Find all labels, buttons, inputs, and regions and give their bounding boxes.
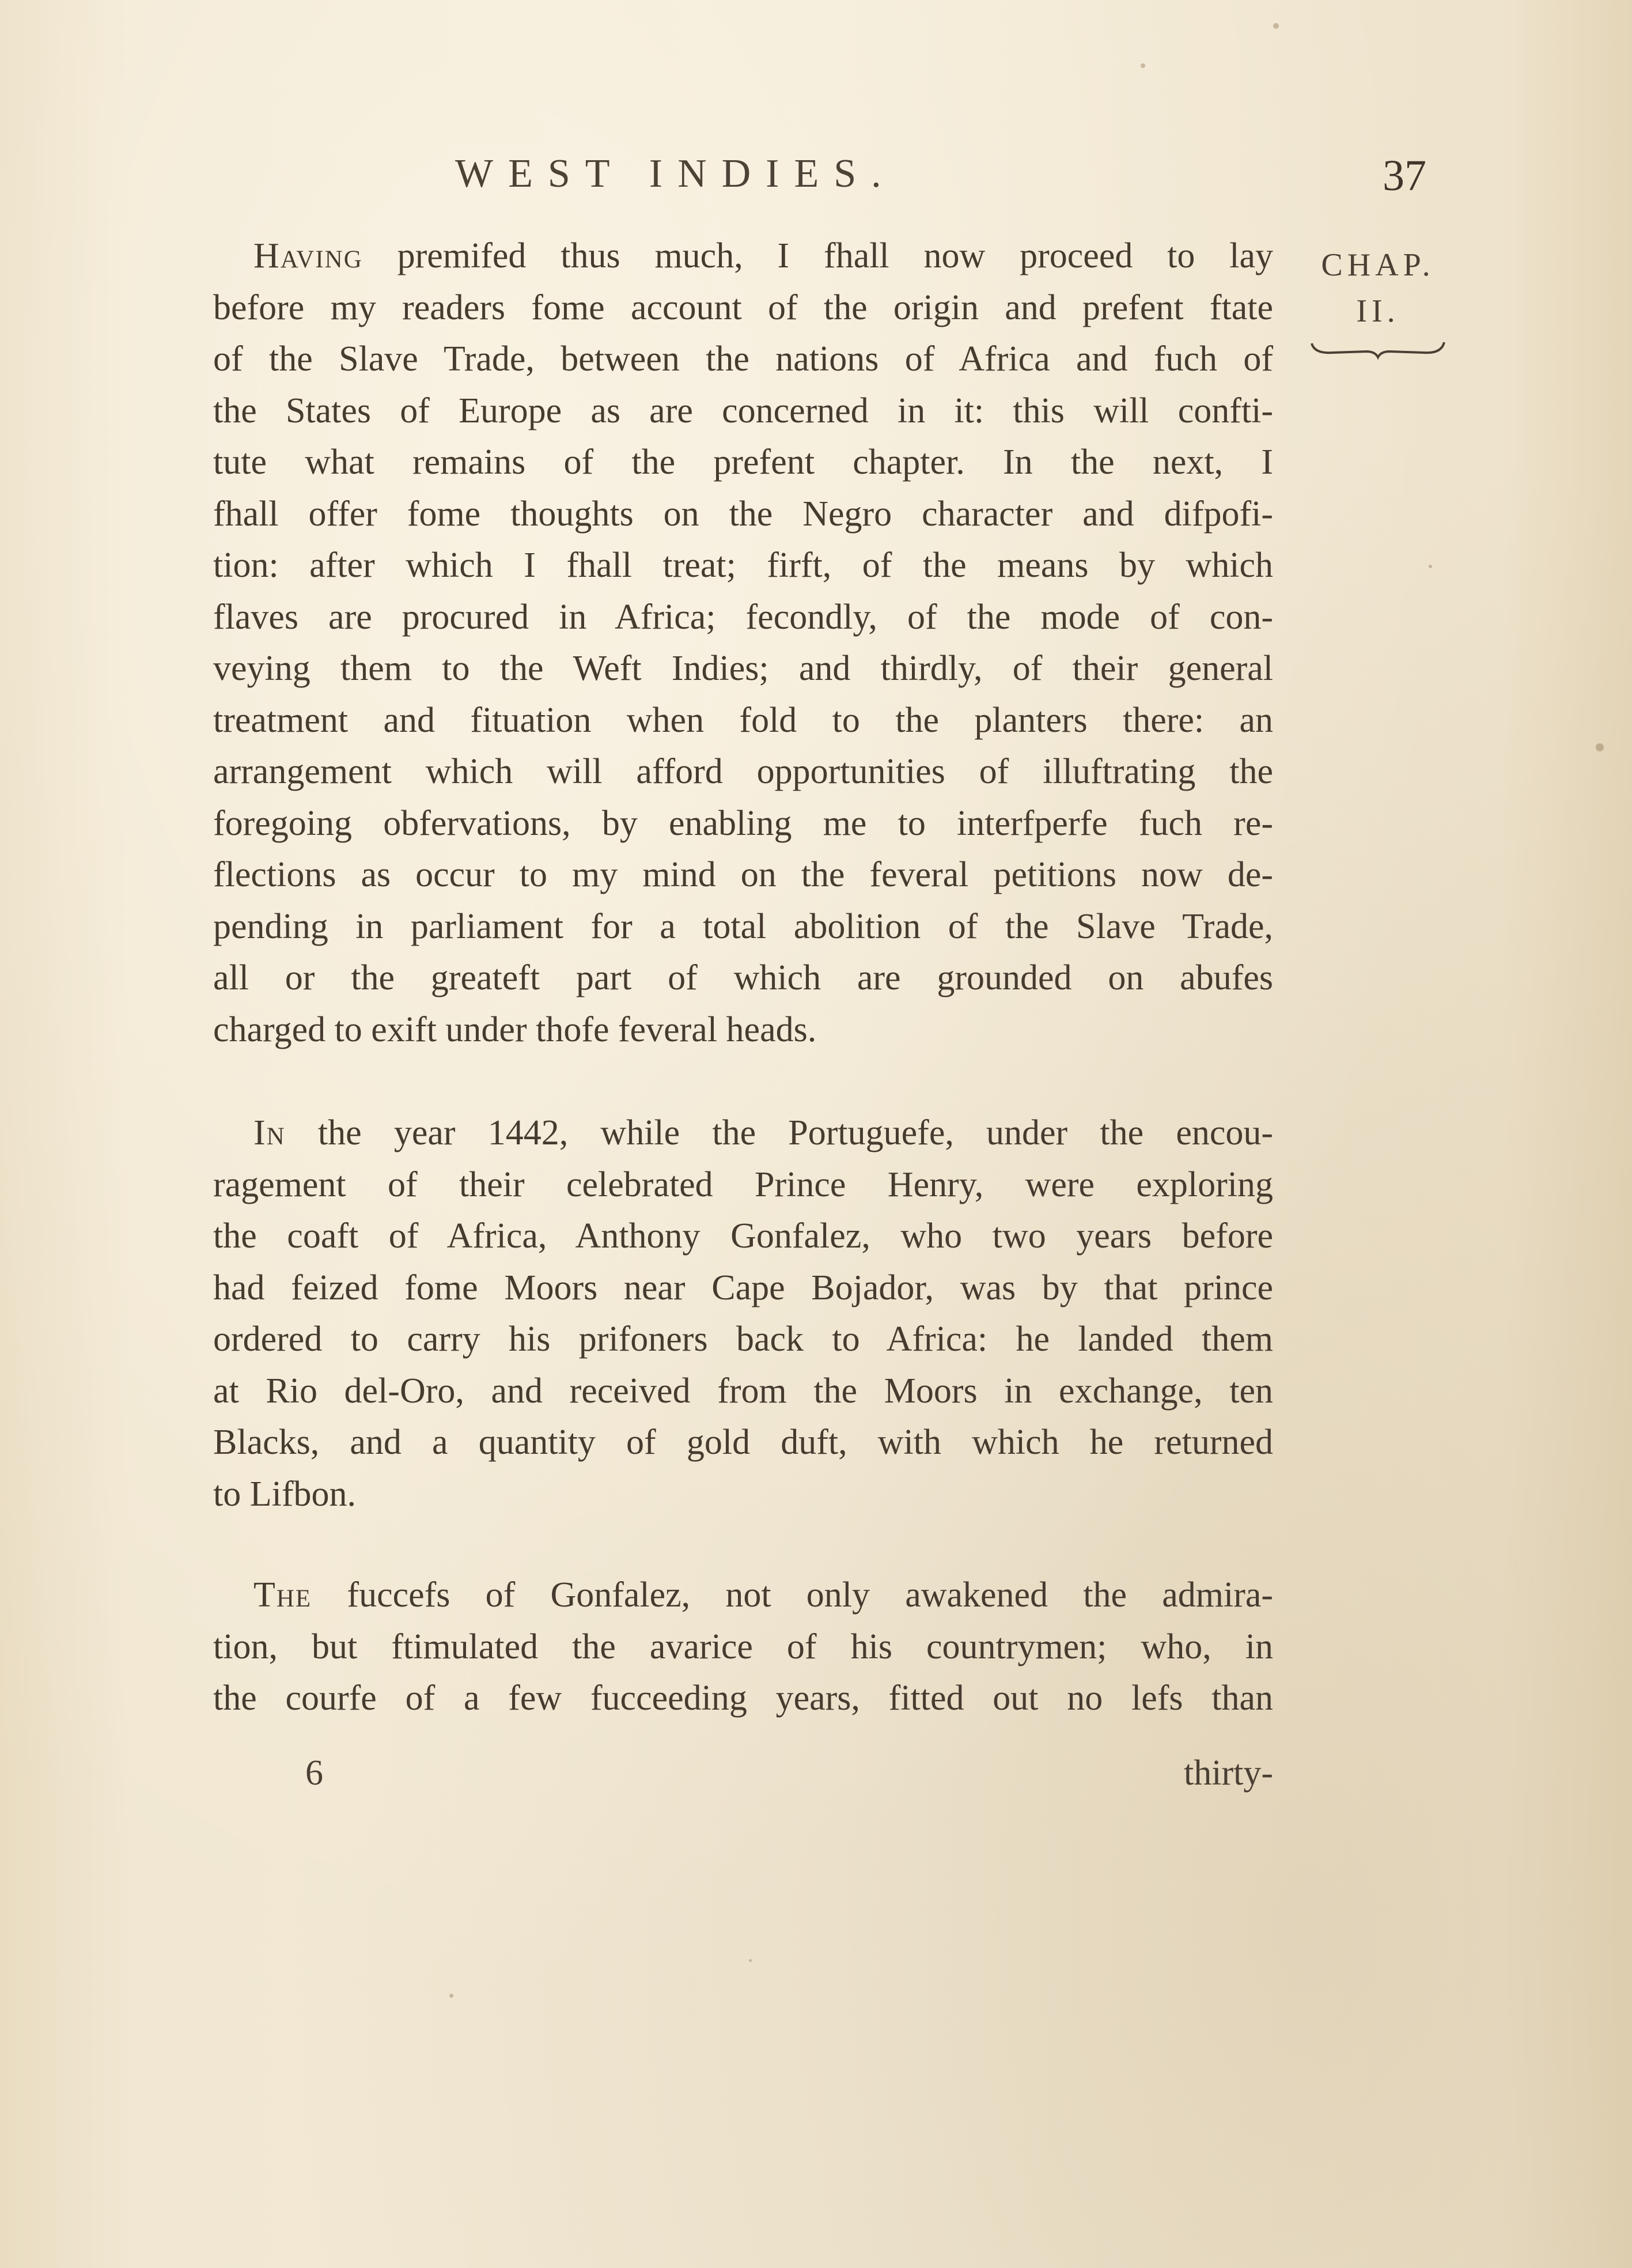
paper-speck bbox=[1273, 23, 1279, 29]
text-line: pending in parliament for a total abolition of the Slave Trade, bbox=[213, 906, 1273, 946]
text-line: flections as occur to my mind on the feveral petitions now de- bbox=[213, 855, 1273, 894]
chapter-number: II. bbox=[1356, 293, 1400, 329]
lead-word: In bbox=[253, 1113, 286, 1152]
lead-word: Having bbox=[253, 236, 363, 275]
text-line: the courfe of a few fucceeding years, fitted out no lefs than bbox=[213, 1679, 1273, 1718]
text-line: to Lifbon. bbox=[213, 1474, 356, 1514]
paper-speck bbox=[749, 1959, 752, 1962]
paper-speck bbox=[1596, 743, 1604, 751]
text-line: the States of Europe as are concerned in it: this will confti- bbox=[213, 391, 1273, 430]
page-number: 37 bbox=[1383, 152, 1426, 200]
body-text bbox=[213, 230, 1273, 1725]
chapter-label: CHAP. bbox=[1321, 247, 1435, 283]
text-line: tion, but ftimulated the avarice of his countrymen; who, in bbox=[213, 1627, 1273, 1666]
paper-speck bbox=[449, 1994, 453, 1998]
text-line: foregoing obfervations, by enabling me to interfperfe fuch re- bbox=[213, 803, 1273, 843]
paragraph-3 bbox=[213, 1570, 1273, 1725]
text-line: at Rio del-Oro, and received from the Moors in exchange, ten bbox=[213, 1371, 1273, 1411]
text-line: ordered to carry his prifoners back to Africa: he landed them bbox=[213, 1320, 1273, 1359]
signature-mark: 6 bbox=[305, 1753, 323, 1793]
paper-speck bbox=[1429, 565, 1432, 568]
text-line: flaves are procured in Africa; fecondly, of the mode of con- bbox=[213, 597, 1273, 637]
text-line: the coaft of Africa, Anthony Gonfalez, who two years before bbox=[213, 1216, 1273, 1256]
text-line: In the year 1442, while the Portuguefe, under the encou- bbox=[253, 1113, 1274, 1152]
text-line: ragement of their celebrated Prince Henry, were exploring bbox=[213, 1165, 1273, 1204]
page-footer bbox=[213, 1753, 1273, 1805]
running-title: WEST INDIES. bbox=[455, 152, 896, 196]
paper-speck bbox=[1141, 63, 1145, 68]
text-line: Having premifed thus much, I fhall now proceed to lay bbox=[253, 236, 1274, 275]
text-line: veying them to the Weft Indies; and thirdly, of their general bbox=[213, 649, 1273, 688]
text-line: arrangement which will afford opportunities of illuftrating the bbox=[213, 752, 1273, 791]
text-line: treatment and fituation when fold to the planters there: an bbox=[213, 700, 1273, 740]
paragraph-gap bbox=[213, 1520, 1273, 1570]
paragraph-gap bbox=[213, 1056, 1273, 1107]
text-line: had feized fome Moors near Cape Bojador, was by that prince bbox=[213, 1268, 1273, 1307]
text-line: all or the greateft part of which are grounded on abufes bbox=[213, 958, 1273, 997]
text-line: Blacks, and a quantity of gold duft, with which he returned bbox=[213, 1423, 1273, 1462]
text-line: before my readers fome account of the origin and prefent ftate bbox=[213, 288, 1273, 327]
catchword: thirty- bbox=[1184, 1753, 1273, 1793]
text-line: tion: after which I fhall treat; firft, of the means by which bbox=[213, 546, 1273, 585]
brace-ornament-icon bbox=[1309, 338, 1447, 361]
paragraph-2 bbox=[213, 1107, 1273, 1520]
chapter-margin-note bbox=[1303, 242, 1453, 361]
text-line: tute what remains of the prefent chapter. In the next, I bbox=[213, 443, 1273, 482]
text-line: fhall offer fome thoughts on the Negro character and difpofi- bbox=[213, 494, 1273, 534]
text-line: charged to exift under thofe feveral heads. bbox=[213, 1010, 817, 1049]
paragraph-1 bbox=[213, 230, 1273, 1056]
text-line: The fuccefs of Gonfalez, not only awakened the admira- bbox=[253, 1575, 1274, 1615]
text-line: of the Slave Trade, between the nations of Africa and fuch of bbox=[213, 339, 1273, 379]
lead-word: The bbox=[253, 1575, 312, 1615]
